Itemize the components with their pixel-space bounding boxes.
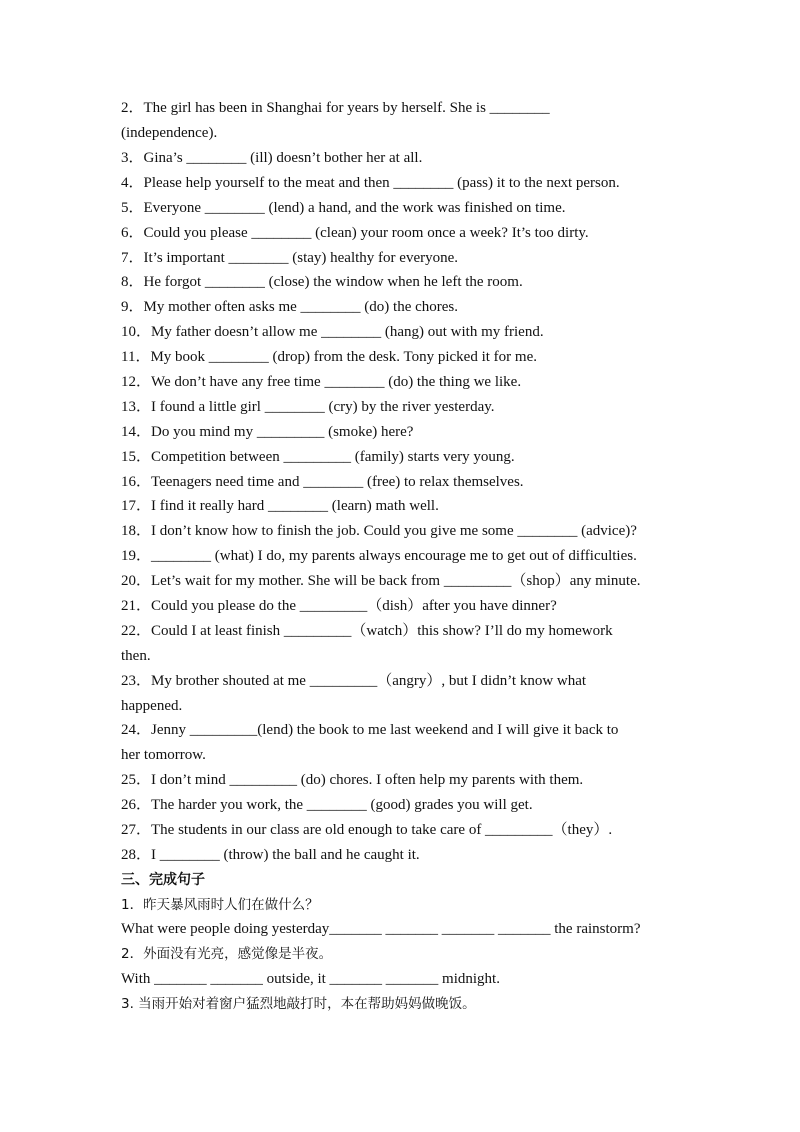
question-13: 13．I found a little girl ________ (cry) by the river yesterday. [121,399,495,415]
sentence-2-chinese: 2．外面没有光亮，感觉像是半夜。 [121,946,333,962]
question-26: 26．The harder you work, the ________ (good) grades you will get. [121,797,533,813]
question-23-line-1: 23．My brother shouted at me _________（angry）, but I didn’t know what [121,673,587,689]
section-heading: 三、完成句子 [121,872,205,888]
question-28: 28．I ________ (throw) the ball and he caught it. [121,847,420,863]
question-7: 7．It’s important ________ (stay) healthy for everyone. [121,250,459,266]
question-14: 14．Do you mind my _________ (smoke) here? [121,424,414,440]
question-20: 20．Let’s wait for my mother. She will be back from _________（shop）any minute. [121,573,641,589]
question-22-line-2: then. [121,648,151,664]
question-18: 18．I don’t know how to finish the job. Could you give me some ________ (advice)? [121,523,637,539]
question-3: 3．Gina’s ________ (ill) doesn’t bother her at all. [121,150,423,166]
question-21: 21．Could you please do the _________（dish）after you have dinner? [121,598,557,614]
question-16: 16．Teenagers need time and ________ (free) to relax themselves. [121,474,524,490]
question-9: 9．My mother often asks me ________ (do) the chores. [121,299,459,315]
question-24-line-2: her tomorrow. [121,747,206,763]
question-2-line-1: 2．The girl has been in Shanghai for years by herself. She is ________ [121,100,550,116]
question-17: 17．I find it really hard ________ (learn) math well. [121,498,439,514]
question-22-line-1: 22．Could I at least finish _________（watch）this show? I’ll do my homework [121,623,613,639]
question-27: 27．The students in our class are old enough to take care of _________（they）. [121,822,613,838]
question-12: 12．We don’t have any free time ________ (do) the thing we like. [121,374,522,390]
question-11: 11．My book ________ (drop) from the desk. Tony picked it for me. [121,349,537,365]
sentence-2-english: With _______ _______ outside, it _______ _______ midnight. [121,971,500,987]
question-23-line-2: happened. [121,698,183,714]
question-15: 15．Competition between _________ (family) starts very young. [121,449,515,465]
question-2-line-2: (independence). [121,125,218,141]
question-8: 8．He forgot ________ (close) the window when he left the room. [121,274,523,290]
sentence-1-chinese: 1．昨天暴风雨时人们在做什么？ [121,897,319,913]
question-5: 5．Everyone ________ (lend) a hand, and the work was finished on time. [121,200,566,216]
sentence-1-english: What were people doing yesterday_______ _______ _______ _______ the rainstorm? [121,921,641,937]
question-19: 19．________ (what) I do, my parents always encourage me to get out of difficulties. [121,548,637,564]
question-25: 25．I don’t mind _________ (do) chores. I often help my parents with them. [121,772,584,788]
question-4: 4．Please help yourself to the meat and then ________ (pass) it to the next person. [121,175,620,191]
question-6: 6．Could you please ________ (clean) your room once a week? It’s too dirty. [121,225,589,241]
question-10: 10．My father doesn’t allow me ________ (hang) out with my friend. [121,324,544,340]
sentence-3-chinese: 3. 当雨开始对着窗户猛烈地敲打时，本在帮助妈妈做晚饭。 [121,996,476,1012]
question-24-line-1: 24．Jenny _________(lend) the book to me last weekend and I will give it back to [121,722,619,738]
